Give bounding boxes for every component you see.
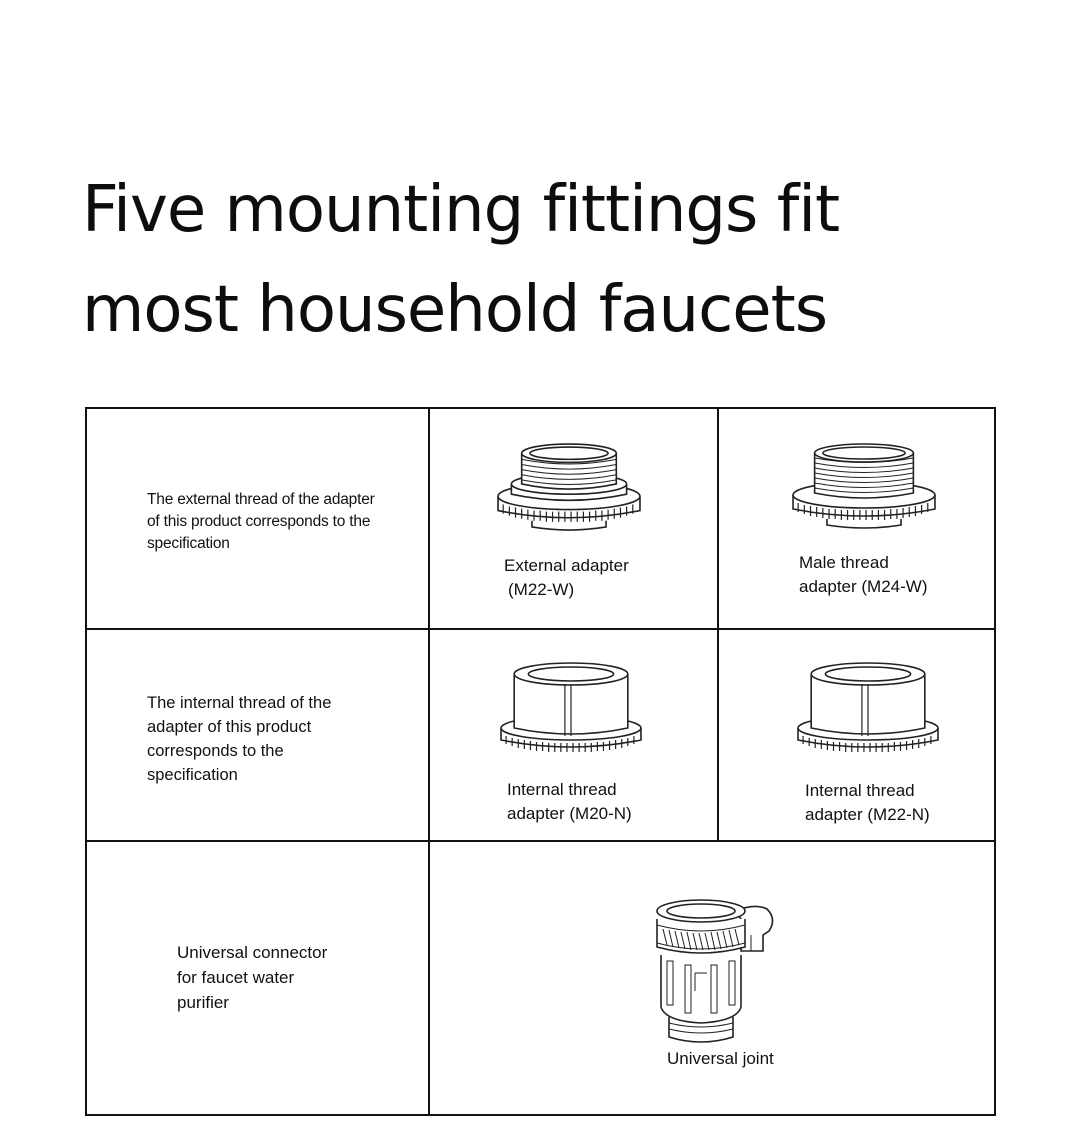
- internal-thread-adapter-icon: [500, 662, 642, 758]
- table-divider: [717, 409, 719, 842]
- row-description: The external thread of the adapter of this product corresponds to the specification: [147, 491, 375, 552]
- universal-joint-icon: [655, 895, 793, 1043]
- fitting-label: External adapter (M22-W): [504, 556, 629, 599]
- male-thread-adapter-icon: [792, 443, 936, 527]
- title-line-2: most household faucets: [82, 273, 828, 347]
- fitting-label: Universal joint: [667, 1049, 774, 1068]
- row-description: The internal thread of the adapter of this product corresponds to the specification: [147, 694, 332, 784]
- internal-thread-adapter-icon: [797, 662, 939, 758]
- title-line-1: Five mounting fittings fit: [82, 173, 840, 247]
- fittings-table: [85, 407, 996, 1116]
- fitting-label: Internal thread adapter (M22-N): [805, 781, 930, 824]
- table-divider: [428, 409, 430, 1114]
- fitting-label: Male thread adapter (M24-W): [799, 553, 928, 596]
- fitting-label: Internal thread adapter (M20-N): [507, 780, 632, 823]
- page-title: [82, 160, 839, 360]
- external-adapter-icon: [497, 443, 641, 529]
- table-divider: [87, 628, 994, 630]
- table-divider: [87, 840, 994, 842]
- row-description: Universal connector for faucet water purifier: [177, 943, 328, 1012]
